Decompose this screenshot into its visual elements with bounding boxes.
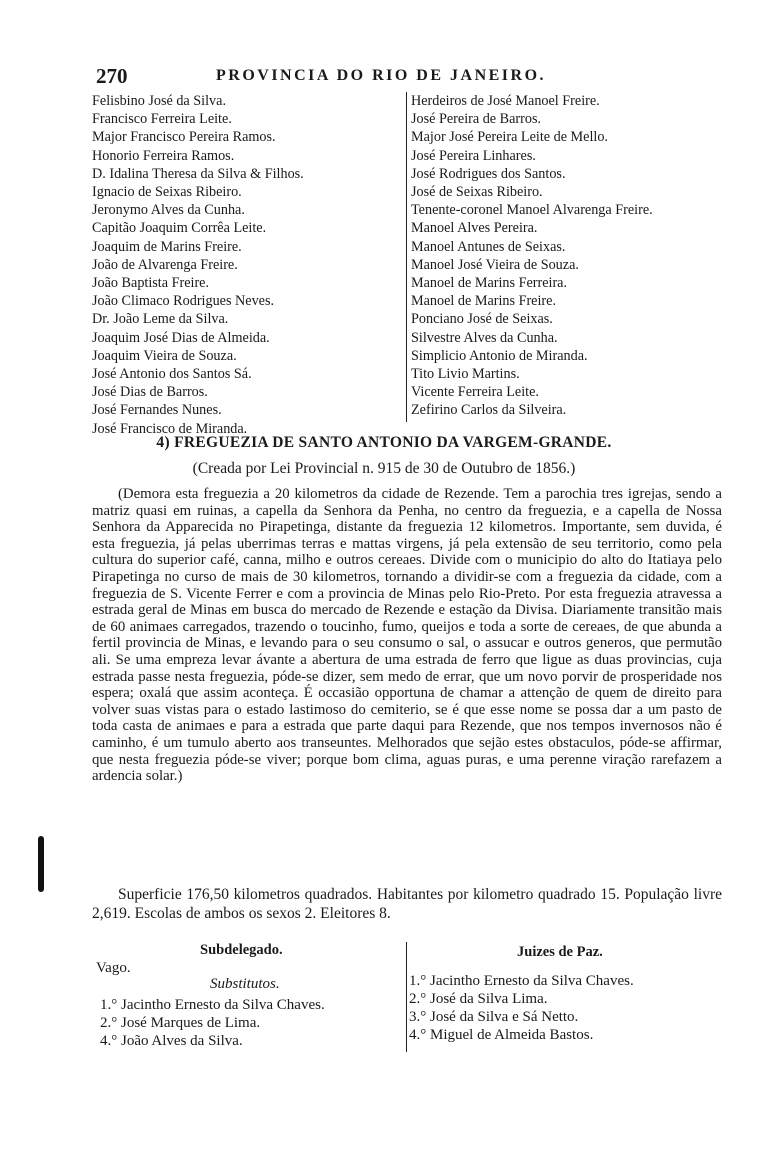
list-item: Manoel de Marins Freire. [411,293,556,310]
list-item: Manoel José Vieira de Souza. [411,256,579,273]
list-item: Ignacio de Seixas Ribeiro. [92,184,242,201]
list-item: Joaquim de Marins Freire. [92,238,242,255]
list-item: João de Alvarenga Freire. [92,256,238,273]
list-item: Silvestre Alves da Cunha. [411,329,558,346]
list-item: D. Idalina Theresa da Silva & Filhos. [92,165,304,182]
juiz-item: 1.° Jacintho Ernesto da Silva Chaves. [409,973,634,989]
substituto-item: 4.° João Alves da Silva. [100,1033,243,1049]
page-number: 270 [96,64,128,88]
list-item: José Antonio dos Santos Sá. [92,366,252,383]
juizes-heading: Juizes de Paz. [517,944,603,960]
list-item: José Dias de Barros. [92,384,208,401]
list-item: Joaquim José Dias de Almeida. [92,329,270,346]
running-head [96,64,716,88]
list-item: Vicente Ferreira Leite. [411,384,539,401]
substitutos-list [100,996,325,1050]
list-item: Zefirino Carlos da Silveira. [411,402,567,419]
names-right-column [406,92,729,422]
list-item: Ponciano José de Seixas. [411,311,553,328]
substituto-item: 2.° José Marques de Lima. [100,1015,261,1031]
section-title: 4) FREGUEZIA DE SANTO ANTONIO DA VARGEM-GRANDE. [156,434,612,451]
list-item: Capitão Joaquim Corrêa Leite. [92,220,267,237]
list-item: João Climaco Rodrigues Neves. [92,293,275,310]
juiz-item: 2.° José da Silva Lima. [409,991,548,1007]
list-item: Simplicio Antonio de Miranda. [411,347,588,364]
juiz-item: 3.° José da Silva e Sá Netto. [409,1009,579,1025]
list-item: João Baptista Freire. [92,275,210,292]
list-item: Jeronymo Alves da Cunha. [92,202,245,219]
running-title: PROVINCIA DO RIO DE JANEIRO. [216,67,547,84]
list-item: Dr. João Leme da Silva. [92,311,229,328]
names-list [92,92,724,437]
juizes-column [406,942,729,1052]
officials [92,942,724,1052]
list-item: José Pereira de Barros. [411,111,542,128]
list-item: Manoel Alves Pereira. [411,220,538,237]
list-item: Felisbino José da Silva. [92,93,226,109]
list-item: Joaquim Vieira de Souza. [92,347,237,364]
list-item: José Francisco de Miranda. [92,420,248,437]
section-description: (Demora esta freguezia a 20 kilometros da cidade de Rezende. Tem a parochia tres igrejas, sendo a matriz quasi em ruinas, a capella da Senhora da Penha, no centro da freguezia, e a capella de Nossa Senhora da Apparecida no Pirapetinga, distante da freguezia 12 kilometros. Importante, sem duvida, é esta freguezia, já pelas uberrimas terras e mattas virgens, já pela extensão de seu territorio, como pela cultura do superior café, canna, milho e outros cereaes. Divide com o municipio do alto do Itatiaya pelo Pirapetinga no curso de mais de 30 kilometros, tornando a dividir-se com a freguezia da cidade, com a freguezia de S. Vicente Ferrer e com a provincia de Minas pelo Rio-Preto. Por esta freguezia atravessa a estrada geral de Minas em busca do mercado de Rezende e estação da Divisa. Diariamente transitão mais de 60 animaes carregados, trazendo o toucinho, fumo, queijos e toda a sorte de cereaes, de que abunda a fertil provincia de Minas, e levando para o seu consumo o sal, o assucar e outros generos, que permutão ali. Se uma empreza levar ávante a abertura de uma estrada de ferro que ligue as duas provincias, cuja estrada passe nesta freguezia, póde-se dizer, sem medo de errar, que um novo porvir de prosperidade nos espera; oxalá que assim aconteça. É occasião opportuna de chamar a attenção de quem de direito para volver suas vistas para o estado lastimoso do cemiterio, se é que esse nome se possa dar a um pasto de toda casta de animaes e para a estrada que parte daqui para Rezende, que nos tempos invernosos não é caminho, é um tumulo aberto aos transeuntes. Melhorados que sejão estes obstaculos, póde-se affirmar, que nesta freguezia póde-se viver; porque bom clima, aguas puras, e uma perenne viração rarefazem a ardencia solar.) [92,486,722,785]
list-item: José Pereira Linhares. [411,147,536,164]
list-item: Major Francisco Pereira Ramos. [92,129,276,146]
juiz-item: 4.° Miguel de Almeida Bastos. [409,1027,594,1043]
section-subtitle: (Creada por Lei Provincial n. 915 de 30 de Outubro de 1856.) [192,460,576,477]
list-item: Francisco Ferreira Leite. [92,111,232,128]
subdelegado-value: Vago. [96,960,131,976]
list-item: Honorio Ferreira Ramos. [92,147,235,164]
juizes-list [409,972,634,1044]
list-item: José Fernandes Nunes. [92,402,222,419]
list-item: Manoel de Marins Ferreira. [411,275,568,292]
substituto-item: 1.° Jacintho Ernesto da Silva Chaves. [100,997,325,1013]
list-item: José Rodrigues dos Santos. [411,165,566,182]
list-item: José de Seixas Ribeiro. [411,184,543,201]
names-left-column [92,92,404,438]
margin-ink-mark [38,836,44,892]
section-statistics: Superficie 176,50 kilometros quadrados. Habitantes por kilometro quadrado 15. População livre 2,619. Escolas de ambos os sexos 2. Eleitores 8. [92,886,722,922]
list-item: Tenente-coronel Manoel Alvarenga Freire. [411,202,653,219]
list-item: Tito Livio Martins. [411,366,520,383]
subdelegado-heading: Subdelegado. [200,942,283,958]
list-item: Manoel Antunes de Seixas. [411,238,566,255]
list-item: Herdeiros de José Manoel Freire. [411,93,600,109]
substitutos-heading: Substitutos. [210,976,280,992]
list-item: Major José Pereira Leite de Mello. [411,129,608,146]
